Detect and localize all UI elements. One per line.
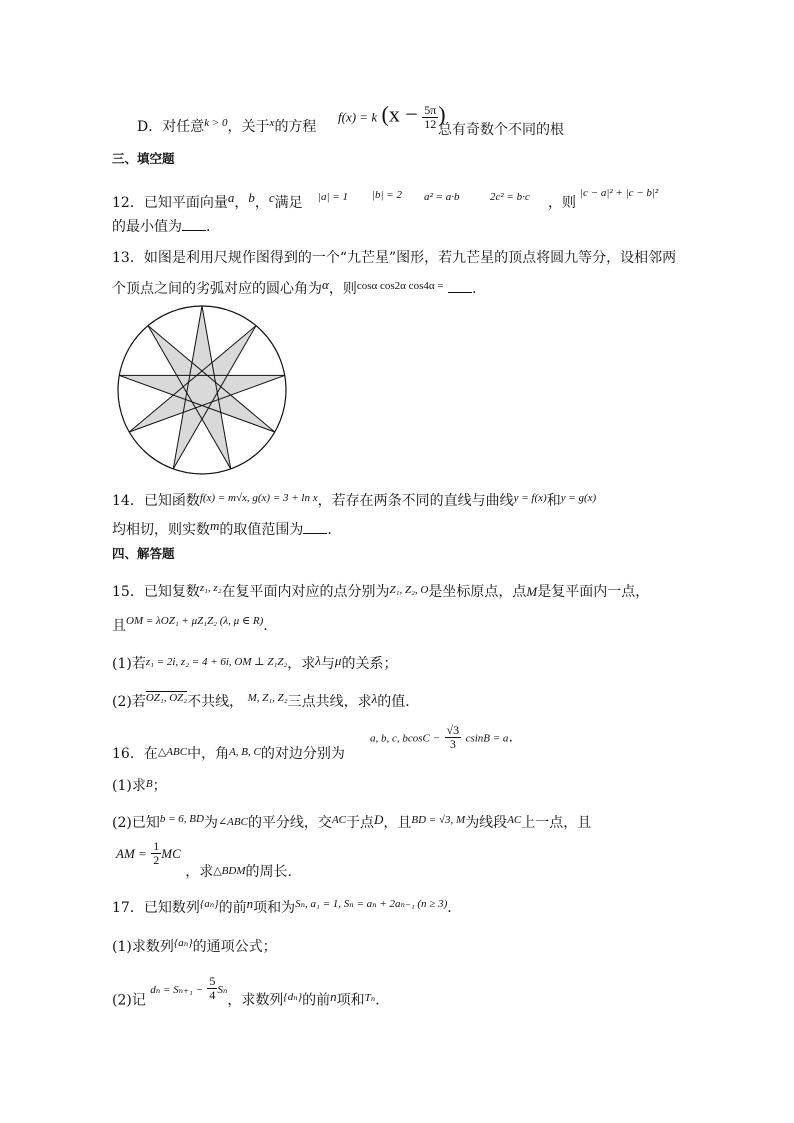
q17-part1 xyxy=(112,938,277,957)
point-m: M xyxy=(526,584,538,599)
sequence-a: {aₙ} xyxy=(173,937,193,949)
fraction-numerator: 1 xyxy=(153,839,160,853)
option-d-condition: k > 0 xyxy=(204,117,228,129)
angle-b: B xyxy=(145,778,153,790)
triangle-bdm: △BDM xyxy=(213,864,246,877)
answer-blank[interactable] xyxy=(448,280,472,293)
part-1-label: (1)求数列 xyxy=(112,939,174,955)
period: . xyxy=(472,281,477,297)
five-quarters xyxy=(207,975,217,1002)
part-2-text7: ，求 xyxy=(185,863,214,880)
var-n: n xyxy=(246,896,254,911)
q13-line1: 13．如图是利用尺规作图得到的一个“九芒星”图形，若九芒星的顶点将圆九等分，设相邻两 xyxy=(112,250,677,266)
q14-line1 xyxy=(112,492,596,511)
equation-paren-close: ) xyxy=(438,101,446,127)
q12-condition-4: 2c² = b·c xyxy=(490,191,530,203)
nine-point-star-figure xyxy=(112,300,292,480)
q17-condition: Sₙ, a₁ = 1, Sₙ = aₙ + 2aₙ₋₁ (n ≥ 3) xyxy=(295,898,448,910)
star-shading xyxy=(119,306,284,469)
part-2-label: (2)已知 xyxy=(112,815,160,831)
q13-text2: ，则 xyxy=(328,281,357,297)
q15-line2 xyxy=(112,617,268,636)
part-2-text: 不共线， xyxy=(187,694,244,710)
q16-text3: 的对边分别为 xyxy=(260,746,345,762)
part-1-label: (1)求 xyxy=(112,778,146,794)
part-2-text3: 项和 xyxy=(336,992,365,1009)
var-n: n xyxy=(330,988,337,1004)
q13-line2 xyxy=(112,277,477,299)
answer-blank[interactable] xyxy=(182,218,206,231)
q15-and: 且 xyxy=(112,618,126,634)
vector-b: b xyxy=(248,190,255,205)
period: . xyxy=(327,522,332,538)
option-d-text: ，关于 xyxy=(227,119,270,135)
q12-condition-1: |a| = 1 xyxy=(318,191,348,203)
equation-left: a, b, c, bcosC − xyxy=(370,732,441,745)
segment-ac: AC xyxy=(331,814,346,826)
angle-abc: ∠ABC xyxy=(217,816,248,828)
q14-text4: 的取值范围为 xyxy=(219,522,304,538)
angles: A, B, C xyxy=(229,746,261,758)
vector-a: a xyxy=(227,190,235,205)
part-1-condition: z₁ = 2i, z₂ = 4 + 6i, OM ⊥ Z₁Z₂ xyxy=(145,656,288,668)
part-2-label: (2)若 xyxy=(112,694,146,710)
q15-text4: 是复平面内一点， xyxy=(537,584,650,600)
q12-then: ，则 xyxy=(548,195,576,211)
q15-text2: 在复平面内对应的点分别为 xyxy=(221,584,390,600)
q14-text2: ，若存在两条不同的直线与曲线 xyxy=(317,493,514,509)
q13-text: 个顶点之间的劣弧对应的圆心角为 xyxy=(112,281,322,297)
q14-text: 14．已知函数 xyxy=(112,493,200,509)
fraction-numerator: 5π xyxy=(424,103,437,117)
q12-expression: |c − a|² + |c − b|² xyxy=(580,187,659,199)
q16-text: 16．在 xyxy=(112,746,158,762)
sqrt3-over-3 xyxy=(445,724,462,751)
q16-part2 xyxy=(112,814,591,833)
curve-f: y = f(x) xyxy=(513,492,547,504)
period: . xyxy=(206,219,211,235)
option-d xyxy=(137,118,316,137)
one-half xyxy=(151,840,161,867)
q14-text3: 均相切，则实数 xyxy=(112,522,210,538)
part-2-points: M, Z₁, Z₂ xyxy=(247,692,288,704)
q17-text: 17．已知数列 xyxy=(112,900,200,916)
separator: ， xyxy=(254,195,269,211)
q16-equation xyxy=(370,724,513,751)
q12-line2 xyxy=(112,218,210,236)
part-1-text: ，求 xyxy=(287,656,316,672)
q17-text2: 的前 xyxy=(218,900,247,916)
q15-line1 xyxy=(112,583,649,602)
part-2-condition2: BD = √3, M xyxy=(411,814,466,826)
segment-ac: AC xyxy=(507,814,522,826)
separator: ， xyxy=(234,195,249,211)
point-d: D xyxy=(374,812,384,827)
part-1-text: ； xyxy=(152,778,167,794)
part-2-text2: 的前 xyxy=(302,992,331,1009)
vector-equation: OM = λOZ₁ + μZ₁Z₂ (λ, μ ∈ R) xyxy=(126,615,264,627)
curve-g: y = g(x) xyxy=(560,492,597,504)
q17-part2 xyxy=(112,974,380,1014)
q12-condition-2: |b| = 2 xyxy=(372,189,402,201)
period: . xyxy=(263,618,268,634)
triangle-abc: △ABC xyxy=(157,746,188,758)
q16-part1 xyxy=(112,777,167,796)
q16-part2-line2 xyxy=(116,839,292,880)
q12-text: 12．已知平面向量 xyxy=(112,195,228,211)
lambda: λ xyxy=(315,653,321,668)
part-2-vectors: OZ₁, OZ₂ xyxy=(145,692,188,704)
fraction-denominator: 2 xyxy=(153,853,160,867)
part-2-text5: 为线段 xyxy=(465,815,508,831)
tn: Tₙ xyxy=(364,991,376,1004)
q13-expression: cosα cos2α cos4α = xyxy=(356,280,444,292)
equation-fraction xyxy=(422,104,438,131)
q12-text2: 满足 xyxy=(274,195,303,211)
q15-part1 xyxy=(112,655,397,674)
period: . xyxy=(375,992,380,1009)
q14-line2 xyxy=(112,518,332,539)
sequence-d: {dₙ} xyxy=(283,990,303,1003)
part-1-text3: 的关系； xyxy=(341,656,398,672)
part-1-label: (1)若 xyxy=(112,656,146,672)
equation-right: csinB = a xyxy=(465,732,509,745)
fraction-denominator: 4 xyxy=(209,988,216,1002)
part-2-text2: 的平分线，交 xyxy=(247,815,332,831)
sn: Sₙ xyxy=(217,983,228,996)
var-m: m xyxy=(210,518,220,533)
lambda: λ xyxy=(371,691,378,706)
part-2-text2: 三点共线，求 xyxy=(287,694,372,710)
star-drawing xyxy=(118,306,286,474)
q14-functions: f(x) = m√x, g(x) = 3 + ln x xyxy=(199,492,318,504)
sequence-a: {aₙ} xyxy=(199,898,219,910)
equation-left: f(x) = k xyxy=(338,109,378,125)
q15-text: 15．已知复数 xyxy=(112,584,200,600)
answer-blank[interactable] xyxy=(303,521,327,534)
part-1-text2: 与 xyxy=(320,656,335,672)
part-1-text: 的通项公式； xyxy=(192,939,277,955)
part-2-text3: 于点 xyxy=(346,815,374,831)
option-d-equation xyxy=(338,101,446,131)
part-2-text8: 的周长. xyxy=(245,863,292,880)
points: Z₁, Z₂, O xyxy=(389,584,429,596)
q17-text3: 项和为 xyxy=(253,900,296,916)
dn-eq: dₙ = Sₙ₊₁ − xyxy=(150,983,203,996)
fraction-numerator: 5 xyxy=(209,974,216,988)
option-d-suffix: 总有奇数个不同的根 xyxy=(438,122,564,138)
part-2-text3: 的值. xyxy=(377,694,410,710)
q16-text2: 中，角 xyxy=(187,746,230,762)
q15-part2 xyxy=(112,693,410,712)
fraction-numerator: √3 xyxy=(446,723,460,737)
part-2-text4: ，且 xyxy=(383,815,412,831)
period: . xyxy=(508,729,513,746)
q14-and: 和 xyxy=(546,493,561,509)
mc: MC xyxy=(161,845,181,861)
mu: μ xyxy=(334,653,342,668)
q17-line1 xyxy=(112,896,452,918)
part-2-label: (2)记 xyxy=(112,992,146,1009)
complex-z: z₁, z₂ xyxy=(199,582,222,594)
fraction-denominator: 3 xyxy=(449,737,456,751)
part-2-condition: b = 6, BD xyxy=(159,813,204,825)
section-3-title: 三、填空题 xyxy=(112,151,175,166)
q15-text3: 是坐标原点，点 xyxy=(428,584,527,600)
am-eq: AM = xyxy=(116,845,147,861)
option-d-prefix: D．对任意 xyxy=(137,119,205,135)
part-2-text6: 上一点，且 xyxy=(521,815,592,831)
q12-line1 xyxy=(112,190,303,212)
q16-line1 xyxy=(112,745,345,764)
q12-condition-3: a² = a·b xyxy=(424,191,460,203)
vector-c: c xyxy=(268,190,275,205)
option-d-text2: 的方程 xyxy=(274,119,317,135)
equation-paren-open: (x − xyxy=(381,101,418,127)
section-4-title: 四、解答题 xyxy=(112,546,175,561)
part-2-text: ，求数列 xyxy=(227,992,284,1009)
fraction-denominator: 12 xyxy=(424,117,437,131)
q12-text3: 的最小值为 xyxy=(112,219,182,235)
option-d-var: x xyxy=(269,117,275,129)
period: . xyxy=(447,900,452,916)
alpha: α xyxy=(322,277,329,292)
part-2-text: 为 xyxy=(203,815,218,831)
